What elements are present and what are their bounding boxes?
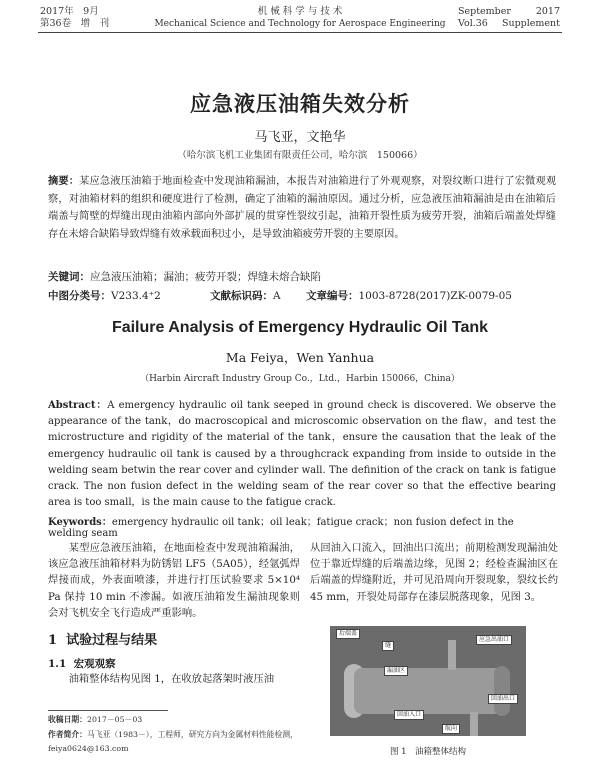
keywords-en bbox=[48, 513, 556, 539]
section-number: 1 bbox=[48, 633, 58, 648]
journal-title-cn: 机 械 科 学 与 技 术 bbox=[257, 6, 343, 17]
abstract-en-text: A emergency hydraulic oil tank seeped in ground check is discovered. We observe the appearance of the tank，do macroscopical and microscomic observation on the flaw，and test the microstructure and rigidity of the material of the tank，ensure the causation that the leak of the emergency hudraulic oil tank is caused by a throughcrack expanding from inside to outside in the welding seam betwin the rear cover and cylinder wall. The definition of the crack on tank is fatigue crack. The non fusion defect in the welding seam of the rear cover so that the effective bearing area is too small，is the main cause to the fatigue crack. bbox=[48, 400, 556, 509]
figure-label: 后端盖 bbox=[336, 629, 360, 639]
figure-label: 回油入口 bbox=[394, 710, 424, 720]
keywords-cn-label: 关键词： bbox=[48, 271, 90, 283]
figure-label: 应急出油口 bbox=[476, 635, 512, 645]
footnote-rule bbox=[48, 710, 168, 711]
pipe-shape bbox=[448, 640, 456, 670]
header-date: 2017年 9月 bbox=[40, 6, 99, 17]
pipe-shape bbox=[470, 712, 478, 736]
affiliation-en: （Harbin Aircraft Industry Group Co.，Ltd.，Harbin 150066，China） bbox=[140, 374, 460, 384]
figure-1-caption: 图 1 油箱整体结构 bbox=[389, 747, 467, 757]
footnote-author: 作者简介：马飞亚（1983－），工程师，研究方向为金属材料性能检测， bbox=[48, 730, 298, 739]
section-title: 试验过程与结果 bbox=[66, 633, 158, 648]
subsection-heading-1-1 bbox=[48, 656, 116, 671]
figure-label: 回油出口 bbox=[488, 694, 518, 704]
header-month: September bbox=[458, 6, 511, 17]
figure-label: 航向 bbox=[442, 724, 460, 734]
abstract-en-label: Abstract： bbox=[48, 400, 108, 411]
abstract-en bbox=[48, 398, 556, 511]
article-number: 文章编号：1003-8728(2017)ZK-0079-05 bbox=[306, 290, 512, 302]
authors-cn: 马飞亚，文艳华 bbox=[254, 130, 346, 145]
subsection-number: 1.1 bbox=[48, 658, 67, 670]
header-right bbox=[458, 6, 560, 30]
subsection-text: 油箱整体结构见图 1，在收放起落架时液压油 bbox=[68, 673, 275, 685]
authors-en: Ma Feiya，Wen Yanhua bbox=[225, 350, 375, 365]
abstract-cn-text: 某应急液压油箱于地面检查中发现油箱漏油，本报告对油箱进行了外观观察，对裂纹断口进行了宏微观观察，对油箱材料的组织和硬度进行了检测，确定了油箱的漏油原因。通过分析，应急液压油箱漏油是由在油箱后端盖与简壁的焊缝出现由油箱内部向外部扩展的贯穿性裂纹引起，油箱开裂性质为疲劳开裂，油箱后端盖处焊缝存在未熔合缺陷导致焊缝有效承载面积过小，是导致油箱疲劳开裂的主要原因。 bbox=[48, 176, 557, 240]
tank-front-cover-shape bbox=[494, 666, 510, 716]
body-paragraph-right: 从回油入口流入，回油出口流出；前期检测发现漏油处位于靠近焊缝的后端盖边缘，见图 2；经检查漏油区在后端盖的焊缝附近，并可见沿周向开裂现象，裂纹长约 45 mm，开裂处局部存在漆层脱落现象，见图 3。 bbox=[310, 542, 558, 603]
keywords-en-text: emergency hydraulic oil tank；oil leak；fatigue crack；non fusion defect in the welding seam bbox=[48, 517, 514, 539]
header-rule bbox=[38, 32, 562, 33]
keywords-cn bbox=[48, 269, 321, 284]
journal-title-en: Mechanical Science and Technology for Aerospace Engineering bbox=[154, 19, 446, 29]
keywords-cn-text: 应急液压油箱；漏油；疲劳开裂；焊缝未熔合缺陷 bbox=[90, 271, 321, 283]
tank-body-shape bbox=[354, 668, 502, 714]
subsection-title: 宏观观察 bbox=[73, 658, 116, 670]
body-paragraph-left: 某型应急液压油箱，在地面检查中发现油箱漏油，该应急液压油箱材料为防锈铝 LF5（5A05），经氩弧焊焊接而成，外表面喷漆，并进行打压试验要求 5×10⁴ Pa 保持 10 min 不渗漏。如液压油箱发生漏油现象则会对飞机安全飞行造成严重影响。 bbox=[48, 542, 300, 619]
header-supplement: Supplement bbox=[501, 18, 560, 29]
paper-title-cn: 应急液压油箱失效分析 bbox=[190, 91, 410, 116]
header-volume: 第36卷 增 刊 bbox=[40, 18, 110, 29]
figure-label: 漏油区 bbox=[384, 666, 408, 676]
footnote-email: feiya0624@163.com bbox=[48, 744, 129, 753]
keywords-en-label: Keywords： bbox=[48, 517, 112, 528]
section-heading-1 bbox=[48, 629, 157, 648]
figure-1-photo bbox=[330, 626, 526, 736]
affiliation-cn: （哈尔滨飞机工业集团有限责任公司，哈尔滨 150066） bbox=[177, 150, 423, 161]
paper-title-en: Failure Analysis of Emergency Hydraulic Oil Tank bbox=[111, 319, 489, 336]
footnote-received: 收稿日期：2017－05－03 bbox=[48, 715, 143, 724]
document-code: 文献标识码：A bbox=[210, 290, 281, 302]
figure-label: 缝 bbox=[382, 641, 394, 651]
abstract-cn-label: 摘要： bbox=[48, 175, 80, 187]
header-year: 2017 bbox=[535, 6, 560, 17]
clc-number: 中图分类号：V233.4⁺2 bbox=[48, 290, 161, 302]
abstract-cn bbox=[48, 173, 556, 243]
header-vol: Vol.36 bbox=[458, 18, 488, 29]
